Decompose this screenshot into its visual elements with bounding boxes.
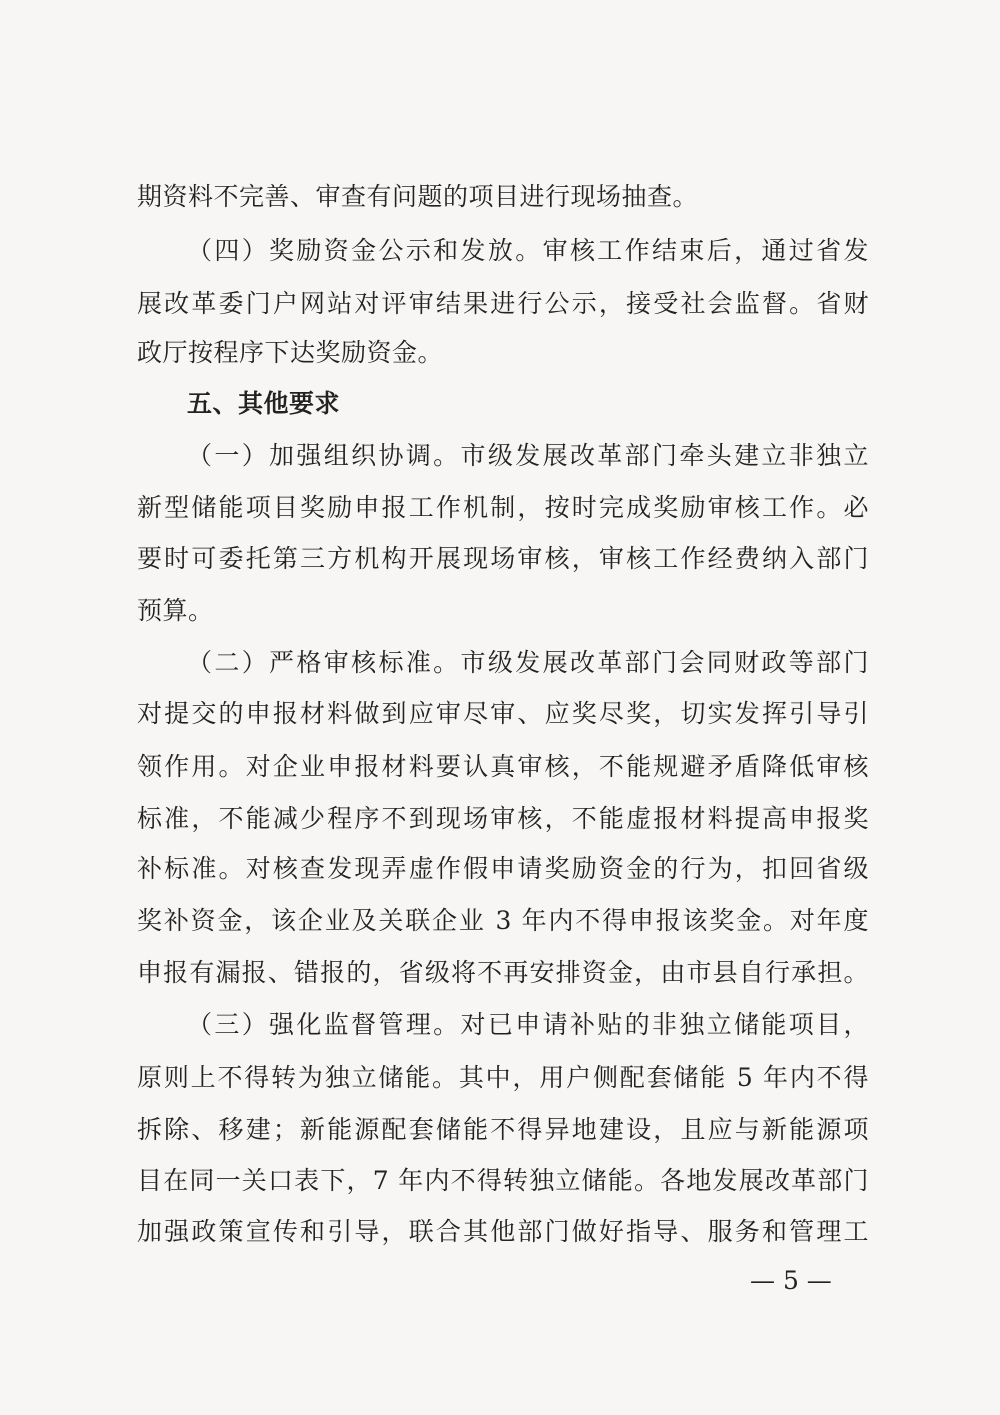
text-line: 标准，不能减少程序不到现场审核，不能虚报材料提高申报奖 [137, 804, 869, 833]
text-line: （四）奖励资金公示和发放。审核工作结束后，通过省发 [187, 236, 869, 265]
text-line: （一）加强组织协调。市级发展改革部门牵头建立非独立 [187, 441, 869, 470]
text-line: 领作用。对企业申报材料要认真审核，不能规避矛盾降低审核 [137, 752, 869, 781]
text-line: 要时可委托第三方机构开展现场审核，审核工作经费纳入部门 [137, 544, 869, 573]
text-line: 预算。 [137, 596, 214, 625]
text-line: 补标准。对核查发现弄虚作假申请奖励资金的行为，扣回省级 [137, 854, 869, 883]
text-line: 新型储能项目奖励申报工作机制，按时完成奖励审核工作。必 [137, 493, 869, 522]
text-line: 期资料不完善、审查有问题的项目进行现场抽查。 [137, 182, 699, 211]
text-line: 申报有漏报、错报的，省级将不再安排资金，由市县自行承担。 [137, 958, 869, 987]
text-line: 展改革委门户网站对评审结果进行公示，接受社会监督。省财 [137, 289, 869, 318]
text-line: （二）严格审核标准。市级发展改革部门会同财政等部门 [187, 648, 869, 677]
text-line: （三）强化监督管理。对已申请补贴的非独立储能项目， [187, 1010, 869, 1039]
text-line: 政厅按程序下达奖励资金。 [137, 338, 444, 367]
text-line: 原则上不得转为独立储能。其中，用户侧配套储能 5 年内不得 [137, 1063, 869, 1092]
text-line: 加强政策宣传和引导，联合其他部门做好指导、服务和管理工 [137, 1217, 869, 1246]
text-line: 对提交的申报材料做到应审尽审、应奖尽奖，切实发挥引导引 [137, 699, 869, 728]
text-line: 奖补资金，该企业及关联企业 3 年内不得申报该奖金。对年度 [137, 906, 869, 935]
text-line: 拆除、移建；新能源配套储能不得异地建设，且应与新能源项 [137, 1115, 869, 1144]
page-number: — 5 — [750, 1266, 832, 1295]
section-heading: 五、其他要求 [187, 389, 341, 418]
text-line: 目在同一关口表下，7 年内不得转独立储能。各地发展改革部门 [137, 1166, 869, 1195]
